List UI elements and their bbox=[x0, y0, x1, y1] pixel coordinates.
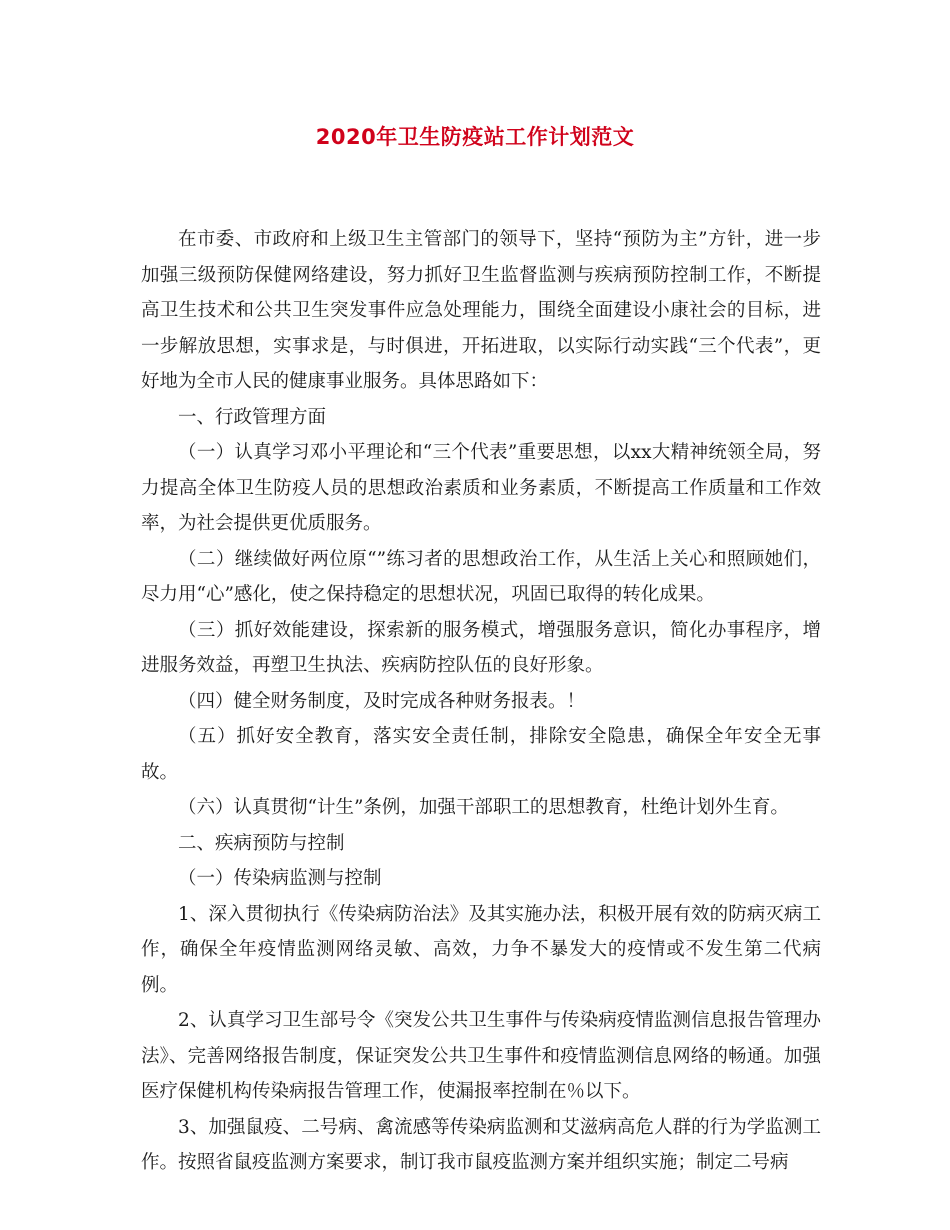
paragraph-disease-1: 1、深入贯彻执行《传染病防治法》及其实施办法，积极开展有效的防病灭病工作，确保全年疫情监测网络灵敏、高效，力争不暴发大的疫情或不发生第二代病例。 bbox=[141, 903, 821, 996]
document-body bbox=[141, 222, 821, 1181]
section-heading-admin: 一、行政管理方面 bbox=[178, 406, 327, 428]
subsection-heading-infectious: （一）传染病监测与控制 bbox=[178, 868, 382, 889]
paragraph-admin-4: （四）健全财务制度，及时完成各种财务报表。！ bbox=[178, 690, 586, 712]
section-heading-disease: 二、疾病预防与控制 bbox=[178, 832, 345, 854]
document-title: 2020年卫生防疫站工作计划范文 bbox=[315, 125, 635, 149]
paragraph-admin-5: （五）抓好安全教育，落实安全责任制，排除安全隐患，确保全年安全无事故。 bbox=[141, 726, 821, 783]
paragraph-admin-2: （二）继续做好两位原“”练习者的思想政治工作，从生活上关心和照顾她们，尽力用“心”感化，使之保持稳定的思想状况，巩固已取得的转化成果。 bbox=[141, 548, 821, 605]
paragraph-disease-3: 3、加强鼠疫、二号病、禽流感等传染病监测和艾滋病高危人群的行为学监测工作。按照省鼠疫监测方案要求，制订我市鼠疫监测方案并组织实施；制定二号病 bbox=[141, 1116, 821, 1173]
paragraph-admin-1: （一）认真学习邓小平理论和“三个代表”重要思想，以xx大精神统领全局，努力提高全体卫生防疫人员的思想政治素质和业务素质，不断提高工作质量和工作效率，为社会提供更优质服务。 bbox=[141, 442, 821, 534]
paragraph-admin-6: （六）认真贯彻“计生”条例，加强干部职工的思想教育，杜绝计划外生育。 bbox=[178, 797, 789, 818]
paragraph-disease-2: 2、认真学习卫生部号令《突发公共卫生事件与传染病疫情监测信息报告管理办法》、完善网络报告制度，保证突发公共卫生事件和疫情监测信息网络的畅通。加强医疗保健机构传染病报告管理工作，使漏报率控制在％以下。 bbox=[141, 1010, 821, 1102]
paragraph-admin-3: （三）抓好效能建设，探索新的服务模式，增强服务意识，简化办事程序，增进服务效益，再塑卫生执法、疾病防控队伍的良好形象。 bbox=[141, 619, 821, 676]
paragraph-intro: 在市委、市政府和上级卫生主管部门的领导下，坚持“预防为主”方针，进一步加强三级预防保健网络建设，努力抓好卫生监督监测与疾病预防控制工作，不断提高卫生技术和公共卫生突发事件应急处理能力，围绕全面建设小康社会的目标，进一步解放思想，实事求是，与时俱进，开拓进取，以实际行动实践“三个代表”，更好地为全市人民的健康事业服务。具体思路如下： bbox=[141, 229, 821, 392]
